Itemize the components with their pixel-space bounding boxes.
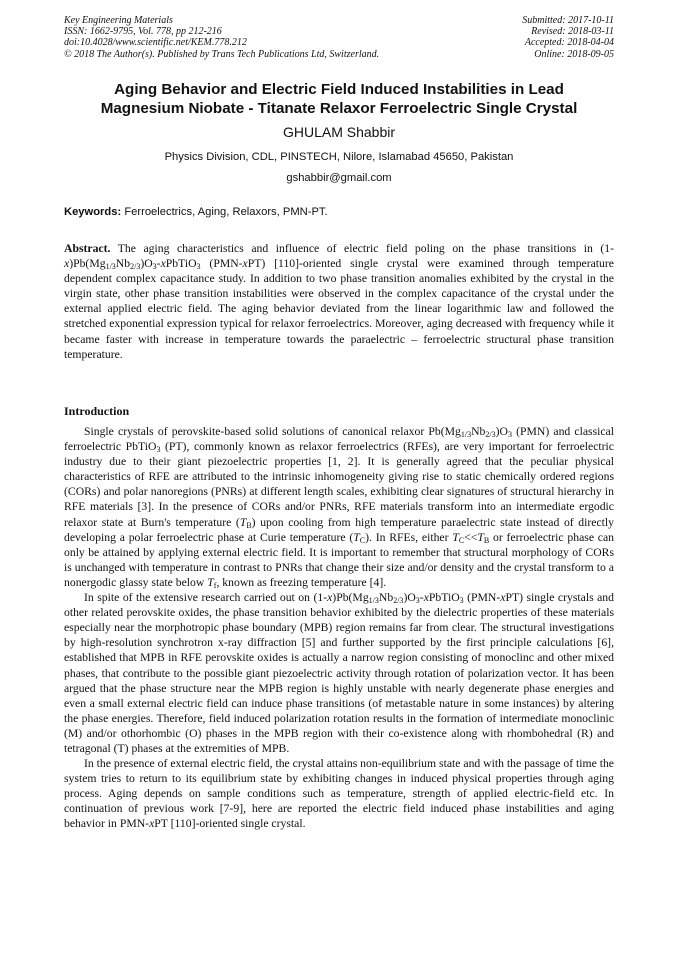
paragraph-text: Nb: [471, 425, 486, 438]
subscript: 3: [415, 596, 420, 606]
math-symbol: T: [477, 530, 484, 544]
introduction-heading: Introduction: [64, 404, 130, 418]
paragraph-text: or ferroelectric phase can only be attained by applying external electric field. It is important to remember that structural morphology of CORs is unchanged with temperature in contrast to PNRs that change their size and/or density and the crystal transform to a nonergodic glassy state below: [64, 530, 615, 589]
subscript: C: [458, 535, 465, 545]
subscript: B: [483, 535, 490, 545]
math-symbol: x: [327, 591, 333, 605]
subscript: 3: [196, 262, 201, 272]
paragraph-text: ). In RFEs, either: [365, 530, 453, 544]
subscript: 1/3: [105, 262, 116, 272]
paper-title: [40, 80, 638, 118]
paragraph-text: PT [110]-oriented single crystal.: [154, 817, 306, 831]
paragraph-text: PbTiO: [428, 591, 460, 605]
paragraph-text: In spite of the extensive research carried out on (1-: [84, 591, 328, 605]
keywords-label: Keywords:: [64, 206, 122, 218]
abstract-text: The aging characteristics and influence of electric field poling on the phase transitions in (1-: [117, 242, 614, 255]
paragraph: [64, 424, 614, 590]
abstract-text: (PMN-: [200, 257, 243, 271]
accepted-date: Accepted: 2018-04-04: [524, 37, 614, 49]
title-line-2: Magnesium Niobate - Titanate Relaxor Ferroelectric Single Crystal: [100, 100, 578, 117]
abstract-text: PT) [110]-oriented single crystal were examined through temperature dependent complex capacitance study. In addition to two phase transition anomalies exhibited by the crystal in the virgin state, other phase transition instabilities were observed in the complex capacitance of the crystal under the external applied electric field. The aging behavior deviated from the linear logarithmic law and followed the stretched exponential expression typical for relaxor ferroelectrics. Moreover, aging decreased with frequency while it became faster with increase in temperature towards the paraelectric – ferroelectric structural phase transition temperature.: [64, 257, 614, 361]
paragraph-text: )O: [403, 591, 416, 605]
abstract-text: PbTiO: [165, 257, 197, 271]
subscript: 3: [459, 596, 464, 606]
math-symbol: T: [452, 530, 459, 544]
paragraph-text: ) upon cooling from high temperature paraelectric state instead of directly developing a polar ferroelectric phase at Curie temperature (: [64, 515, 614, 544]
math-symbol: T: [239, 515, 247, 529]
subscript: 3: [156, 445, 161, 455]
paragraph-text: (PMN-: [463, 591, 501, 605]
subscript: 3: [507, 430, 512, 439]
paragraph-text: Single crystals of perovskite-based solid solutions of canonical relaxor Pb(Mg: [84, 425, 461, 438]
journal-name: Key Engineering Materials: [64, 15, 173, 26]
abstract-text: )Pb(Mg: [69, 257, 106, 271]
paragraph-text: <<: [464, 530, 478, 544]
math-symbol: T: [353, 530, 360, 544]
paragraph-text: (PMN) and classical ferroelectric PbTiO: [64, 425, 614, 454]
paragraph: [64, 590, 614, 756]
abstract-label: Abstract.: [64, 242, 111, 255]
affiliation: Physics Division, CDL, PINSTECH, Nilore, Islamabad 45650, Pakistan: [164, 151, 514, 163]
paragraph: [64, 756, 614, 831]
subscript: 2/3: [485, 430, 496, 439]
paragraph-text: )Pb(Mg: [332, 591, 369, 605]
introduction-body: [64, 424, 614, 832]
abstract-text: )O: [140, 257, 153, 271]
title-line-1: Aging Behavior and Electric Field Induced Instabilities in Lead: [114, 81, 564, 98]
math-symbol: x: [242, 257, 248, 271]
math-symbol: T: [207, 575, 214, 589]
keywords: [64, 206, 614, 218]
journal-info: [64, 15, 379, 60]
paragraph-text: )O: [495, 425, 508, 438]
math-symbol: x: [160, 257, 166, 271]
author-email: gshabbir@gmail.com: [286, 172, 392, 184]
abstract-text: Nb: [115, 257, 131, 271]
paragraph-text: -: [419, 591, 424, 605]
doi-line: doi:10.4028/www.scientific.net/KEM.778.212: [64, 37, 247, 49]
paragraph-text: PT) single crystals and other related perovskite oxides, the phase transition behavior exhibited by the dielectric properties of these materials especially near the morphotropic phase boundary (MPB) region remains far from clear. The structural investigations by high-resolution synchrotron x-ray diffraction [5] and further supported by the first principle calculations [6], established that MPB in RFE perovskite oxides is actually a narrow region consisting of monoclinc and other mixed phases, that contribute to the possible giant piezoelectric activity through rotation of polarization vector. It has been argued that the phase structure near the MPB region is highly unstable with nearly degenerate phase energies and even a small external electric field can induce phase transitions (of metastable nature in some instances) by altering the phase energies. Therefore, field induced polarization rotation results in the formation of intermediate monoclinic (M) and/or othorhombic (O) phases in the MPB region with their co-existence along with rhombohedral (R) and tetragonal (T) phases at the extremities of MPB.: [64, 591, 614, 755]
math-symbol: x: [149, 817, 155, 831]
abstract: [64, 241, 614, 362]
subscript: 1/3: [460, 430, 472, 439]
paragraph-text: Nb: [378, 591, 394, 605]
issn-line: ISSN: 1662-9795, Vol. 778, pp 212-216: [64, 26, 222, 38]
subscript: 2/3: [130, 262, 141, 272]
history-dates: [522, 15, 614, 60]
subscript: f: [213, 580, 217, 590]
math-symbol: x: [64, 257, 70, 271]
paragraph-text: (PT), commonly known as relaxor ferroelectrics (RFEs), are very important for ferroelectric industry due to their giant piezoelectric properties [1, 2]. It is generally agreed that the peculiar physical characteristics of RFE are attributed to the intrinsic inhomogeneity giving rise to static chemically ordered regions (CORs) and polar nanoregions (PNRs) at different length scales, exhibiting clear signatures of structural hierarchy in RFE materials [3]. In the presence of CORs and/or PNRs, RFE materials transform into an intermediate ergodic relaxor state at Burn's temperature (: [64, 440, 614, 529]
submitted-date: Submitted: 2017-10-11: [522, 15, 614, 26]
online-date: Online: 2018-09-05: [534, 48, 614, 60]
math-symbol: x: [423, 591, 429, 605]
paragraph-text: In the presence of external electric field, the crystal attains non-equilibrium state and with the passage of time the system tries to return to its equilibrium state by exhibiting changes in induced physical properties through aging process. Aging depends on sample conditions such as temperature, strength of applied electric-field etc. In continuation of previous work [7-9], here are reported the electric field induced phase instabilities and aging behavior in PMN-: [64, 757, 614, 831]
abstract-text: -: [156, 257, 161, 271]
math-symbol: x: [500, 591, 506, 605]
copyright-line: © 2018 The Author(s). Published by Trans Tech Publications Ltd, Switzerland.: [64, 48, 380, 60]
subscript: 3: [152, 262, 157, 272]
subscript: 2/3: [393, 596, 404, 606]
subscript: B: [246, 520, 252, 530]
keywords-text: Ferroelectrics, Aging, Relaxors, PMN-PT.: [124, 206, 328, 218]
paragraph-text: , known as freezing temperature [4].: [216, 575, 387, 589]
revised-date: Revised: 2018-03-11: [531, 26, 614, 38]
subscript: 1/3: [368, 596, 379, 606]
author-name: GHULAM Shabbir: [282, 124, 396, 140]
subscript: C: [359, 535, 366, 545]
